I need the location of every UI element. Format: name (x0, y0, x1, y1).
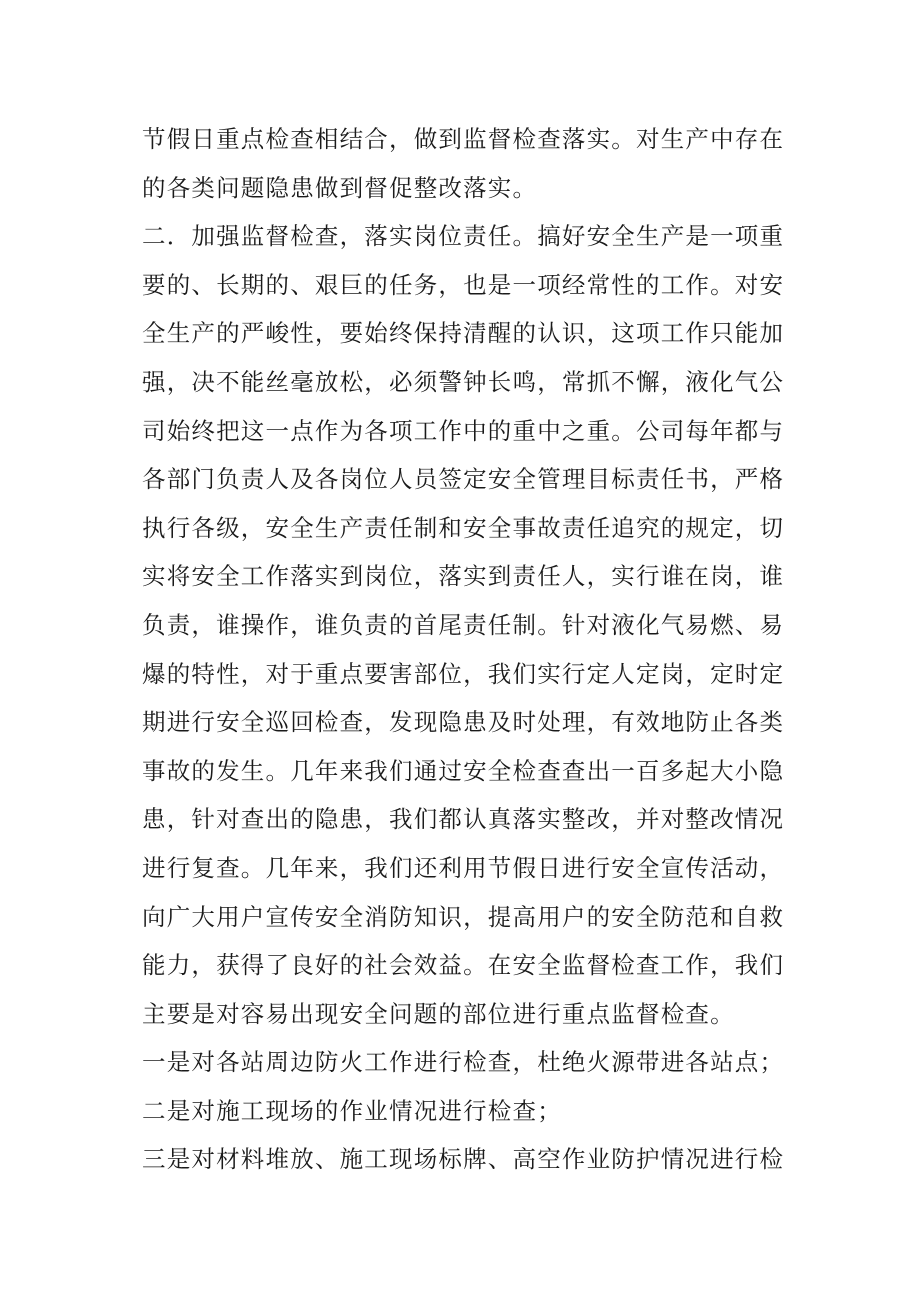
text-line: 向广大用户宣传安全消防知识，提高用户的安全防范和自救 (142, 902, 785, 931)
text-line: 实将安全工作落实到岗位，落实到责任人，实行谁在岗，谁 (142, 562, 785, 591)
text-line: 的各类问题隐患做到督促整改落实。 (142, 173, 538, 202)
list-item-line: 三是对材料堆放、施工现场标牌、高空作业防护情况进行检 (142, 1145, 785, 1174)
text-line: 司始终把这一点作为各项工作中的重中之重。公司每年都与 (142, 416, 785, 445)
text-line: 强，决不能丝毫放松，必须警钟长鸣，常抓不懈，液化气公 (142, 367, 785, 396)
text-line: 主要是对容易出现安全问题的部位进行重点监督检查。 (142, 999, 735, 1028)
text-line: 患，针对查出的隐患，我们都认真落实整改，并对整改情况 (142, 805, 785, 834)
text-line: 进行复查。几年来，我们还利用节假日进行安全宣传活动， (142, 853, 785, 882)
text-line: 节假日重点检查相结合，做到监督检查落实。对生产中存在 (142, 125, 785, 153)
text-line: 要的、长期的、艰巨的任务，也是一项经常性的工作。对安 (142, 270, 785, 299)
text-line: 全生产的严峻性，要始终保持清醒的认识，这项工作只能加 (142, 319, 785, 348)
text-line: 事故的发生。几年来我们通过安全检查查出一百多起大小隐 (142, 756, 785, 785)
text-line: 能力，获得了良好的社会效益。在安全监督检查工作，我们 (142, 951, 785, 980)
list-item-line: 二是对施工现场的作业情况进行检查； (142, 1096, 562, 1125)
text-line: 期进行安全巡回检查，发现隐患及时处理，有效地防止各类 (142, 708, 785, 737)
document-body (142, 115, 792, 1184)
section-heading-line: 二．加强监督检查，落实岗位责任。搞好安全生产是一项重 (142, 222, 785, 251)
text-line: 爆的特性，对于重点要害部位，我们实行定人定岗，定时定 (142, 659, 785, 688)
text-line: 负责，谁操作，谁负责的首尾责任制。针对液化气易燃、易 (142, 610, 785, 639)
text-line: 执行各级，安全生产责任制和安全事故责任追究的规定，切 (142, 513, 785, 542)
text-line: 各部门负责人及各岗位人员签定安全管理目标责任书，严格 (142, 465, 785, 494)
list-item-line: 一是对各站周边防火工作进行检查，杜绝火源带进各站点； (142, 1048, 785, 1077)
